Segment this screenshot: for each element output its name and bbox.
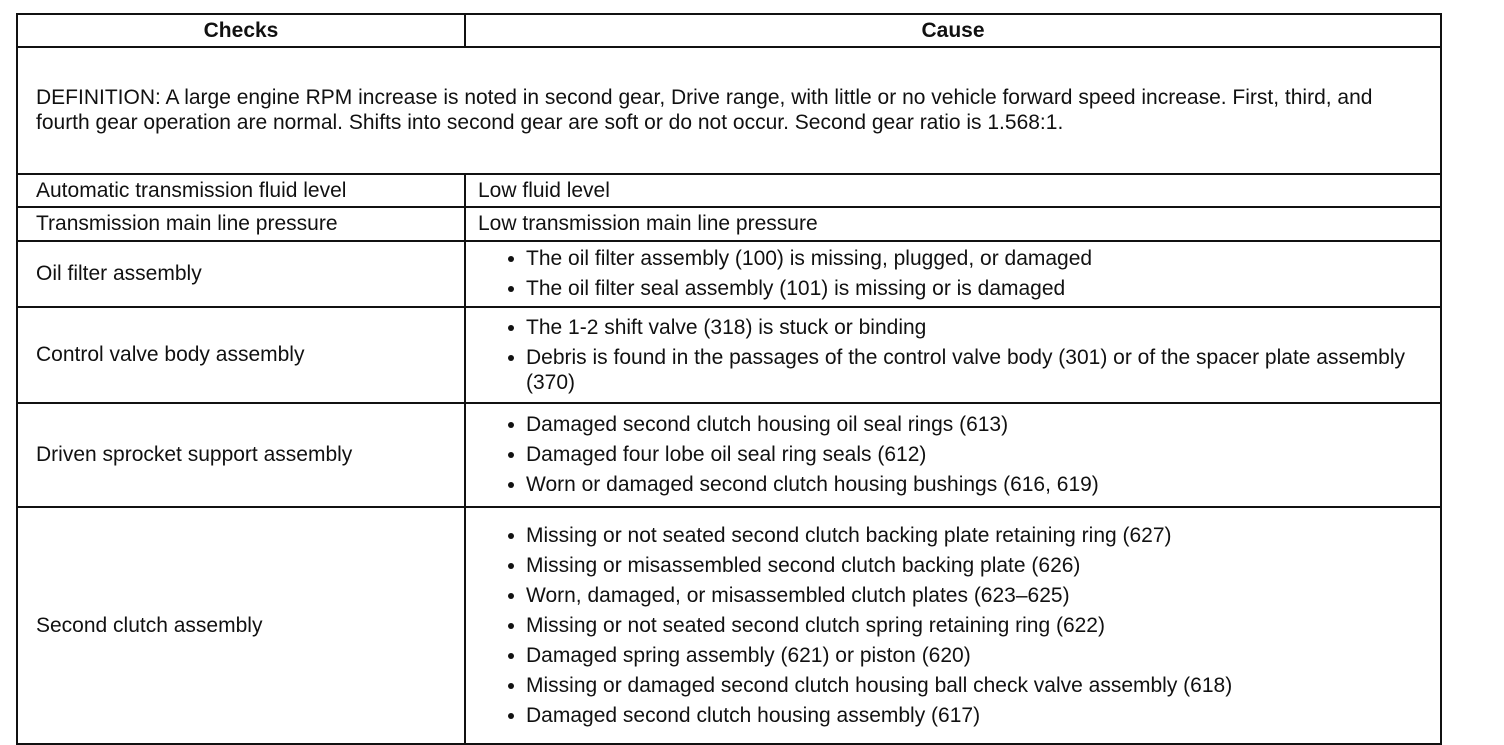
table-row bbox=[17, 174, 1441, 207]
cause-item-text: Worn, damaged, or misassembled clutch plates (623–625) bbox=[526, 583, 1070, 607]
list-item bbox=[478, 412, 1440, 437]
cause-item-text: Missing or not seated second clutch spring retaining ring (622) bbox=[526, 613, 1105, 637]
bullet-icon bbox=[508, 452, 514, 458]
check-cell: Driven sprocket support assembly bbox=[17, 403, 465, 507]
list-item bbox=[478, 472, 1440, 497]
table-row bbox=[17, 507, 1441, 744]
bullet-icon bbox=[508, 355, 514, 361]
cause-cell bbox=[465, 403, 1441, 507]
definition-text: DEFINITION: A large engine RPM increase is noted in second gear, Drive range, with little or no vehicle forward speed increase. First, third, and fourth gear operation are normal. Shifts into second gear are soft or do not occur. Second gear ratio is 1.568:1. bbox=[17, 47, 1441, 174]
list-item bbox=[478, 345, 1440, 395]
cause-item-text: The oil filter assembly (100) is missing, plugged, or damaged bbox=[526, 247, 1093, 270]
list-item bbox=[478, 246, 1440, 271]
column-header-cause: Cause bbox=[465, 14, 1441, 47]
bullet-icon bbox=[508, 533, 514, 539]
bullet-icon bbox=[508, 325, 514, 331]
bullet-icon bbox=[508, 653, 514, 659]
bullet-icon bbox=[508, 256, 514, 262]
cause-item-text: Debris is found in the passages of the control valve body (301) or of the spacer plate assembly (370) bbox=[526, 345, 1405, 394]
check-cell: Transmission main line pressure bbox=[17, 207, 465, 241]
cause-list bbox=[478, 315, 1440, 395]
table-row bbox=[17, 403, 1441, 507]
list-item bbox=[478, 643, 1440, 668]
cause-cell: Low transmission main line pressure bbox=[465, 207, 1441, 241]
list-item bbox=[478, 703, 1440, 728]
cause-item-text: The oil filter seal assembly (101) is missing or is damaged bbox=[526, 277, 1066, 300]
list-item bbox=[478, 523, 1440, 548]
list-item bbox=[478, 442, 1440, 467]
check-cell: Control valve body assembly bbox=[17, 307, 465, 403]
bullet-icon bbox=[508, 593, 514, 599]
check-cell: Oil filter assembly bbox=[17, 241, 465, 307]
cause-item-text: Worn or damaged second clutch housing bushings (616, 619) bbox=[526, 473, 1099, 496]
table-header-row bbox=[17, 14, 1441, 47]
cause-cell bbox=[465, 241, 1441, 307]
cause-cell: Low fluid level bbox=[465, 174, 1441, 207]
cause-list bbox=[478, 412, 1440, 497]
list-item bbox=[478, 673, 1440, 698]
cause-cell bbox=[465, 507, 1441, 744]
cause-list bbox=[478, 523, 1440, 728]
cause-list bbox=[478, 246, 1440, 301]
bullet-icon bbox=[508, 286, 514, 292]
cause-item-text: The 1-2 shift valve (318) is stuck or binding bbox=[526, 315, 927, 339]
cause-item-text: Damaged spring assembly (621) or piston (620) bbox=[526, 643, 971, 667]
bullet-icon bbox=[508, 422, 514, 428]
cause-item-text: Missing or damaged second clutch housing ball check valve assembly (618) bbox=[526, 673, 1233, 697]
table-row bbox=[17, 241, 1441, 307]
list-item bbox=[478, 553, 1440, 578]
check-cell: Second clutch assembly bbox=[17, 507, 465, 744]
definition-row bbox=[17, 47, 1441, 174]
list-item bbox=[478, 315, 1440, 340]
table-row bbox=[17, 307, 1441, 403]
bullet-icon bbox=[508, 482, 514, 488]
cause-cell bbox=[465, 307, 1441, 403]
bullet-icon bbox=[508, 563, 514, 569]
list-item bbox=[478, 613, 1440, 638]
bullet-icon bbox=[508, 713, 514, 719]
cause-item-text: Missing or misassembled second clutch backing plate (626) bbox=[526, 553, 1081, 577]
column-header-checks: Checks bbox=[17, 14, 465, 47]
cause-item-text: Damaged four lobe oil seal ring seals (612) bbox=[526, 443, 927, 466]
list-item bbox=[478, 276, 1440, 301]
bullet-icon bbox=[508, 683, 514, 689]
check-cell: Automatic transmission fluid level bbox=[17, 174, 465, 207]
cause-item-text: Damaged second clutch housing oil seal rings (613) bbox=[526, 413, 1009, 436]
cause-item-text: Damaged second clutch housing assembly (617) bbox=[526, 703, 981, 727]
bullet-icon bbox=[508, 623, 514, 629]
table-row bbox=[17, 207, 1441, 241]
cause-item-text: Missing or not seated second clutch backing plate retaining ring (627) bbox=[526, 523, 1172, 547]
list-item bbox=[478, 583, 1440, 608]
diagnosis-table bbox=[16, 13, 1442, 745]
